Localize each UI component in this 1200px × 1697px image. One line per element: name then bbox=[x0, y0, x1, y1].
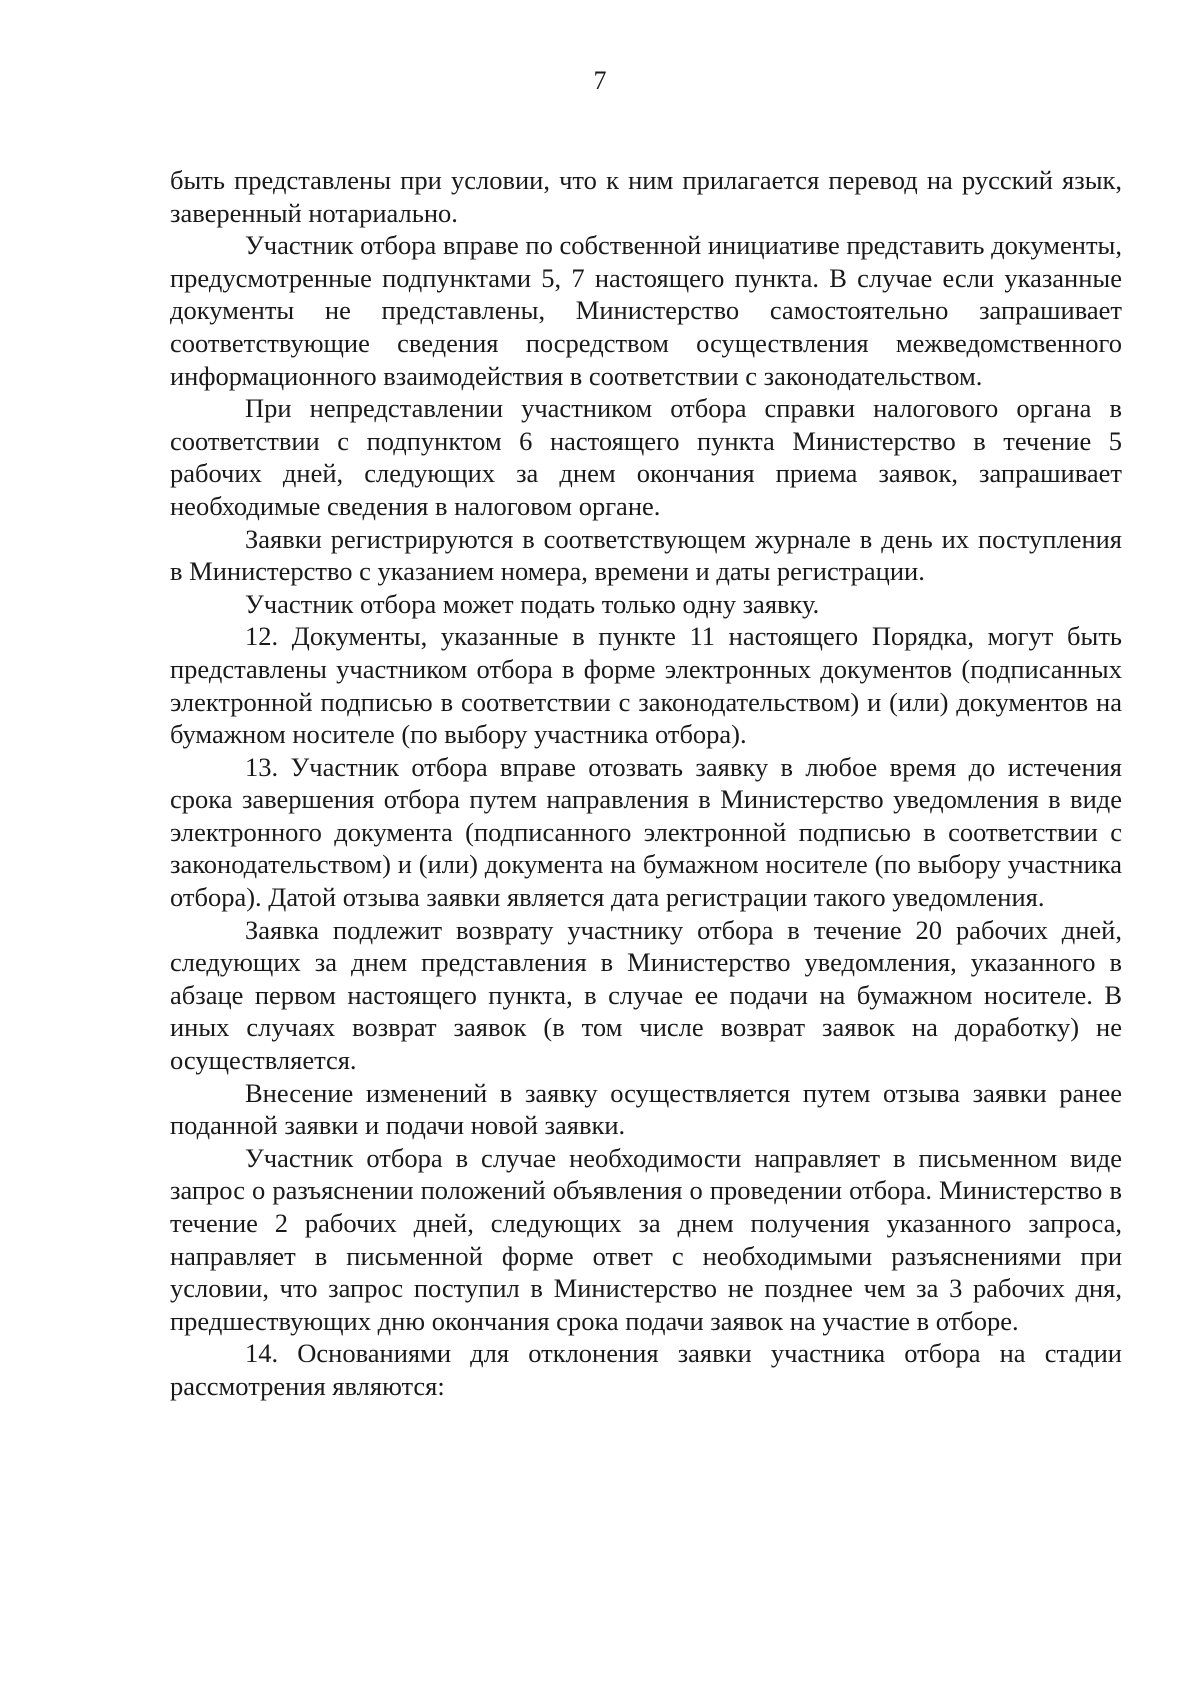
paragraph-own-initiative-documents: Участник отбора вправе по собственной инициативе представить документы, предусмотренные подпунктами 5, 7 настоящего пункта. В случае если указанные документы не представлены, Министерство самостоятельно запрашивает соответствующие сведения посредством осуществления межведомственного информационного взаимодействия в соответствии с законодательством. bbox=[170, 230, 1122, 391]
paragraph-item-14: 14. Основаниями для отклонения заявки участника отбора на стадии рассмотрения являются: bbox=[170, 1338, 1122, 1401]
page-number: 7 bbox=[593, 66, 607, 95]
paragraph-single-application: Участник отбора может подать только одну заявку. bbox=[245, 588, 820, 619]
paragraph-item-13: 13. Участник отбора вправе отозвать заявку в любое время до истечения срока завершения отбора путем направления в Министерство уведомления в виде электронного документа (подписанного электронной подписью в соответствии с законодательством) и (или) документа на бумажном носителе (по выбору участника отбора). Датой отзыва заявки является дата регистрации такого уведомления. bbox=[170, 751, 1122, 913]
paragraph-item-12: 12. Документы, указанные в пункте 11 настоящего Порядка, могут быть представлены участником отбора в форме электронных документов (подписанных электронной подписью в соответствии с законодательством) и (или) документов на бумажном носителе (по выбору участника отбора). bbox=[170, 621, 1122, 750]
paragraph-translation-requirement: быть представлены при условии, что к ним прилагается перевод на русский язык, заверенный нотариально. bbox=[170, 165, 1122, 228]
paragraph-clarification-request: Участник отбора в случае необходимости направляет в письменном виде запрос о разъяснении положений объявления о проведении отбора. Министерство в течение 2 рабочих дней, следующих за днем получения указанного запроса, направляет в письменной форме ответ с необходимыми разъяснениями при условии, что запрос поступил в Министерство не позднее чем за 3 рабочих дня, предшествующих дню окончания срока подачи заявок на участие в отборе. bbox=[170, 1142, 1122, 1336]
paragraph-application-return: Заявка подлежит возврату участнику отбора в течение 20 рабочих дней, следующих за днем представления в Министерство уведомления, указанного в абзаце первом настоящего пункта, в случае ее подачи на бумажном носителе. В иных случаях возврат заявок (в том числе возврат заявок на доработку) не осуществляется. bbox=[170, 914, 1122, 1076]
paragraph-tax-certificate: При непредставлении участником отбора справки налогового органа в соответствии с подпунктом 6 настоящего пункта Министерство в течение 5 рабочих дней, следующих за днем окончания приема заявок, запрашивает необходимые сведения в налоговом органе. bbox=[170, 393, 1122, 521]
paragraph-application-changes: Внесение изменений в заявку осуществляется путем отзыва заявки ранее поданной заявки и подачи новой заявки. bbox=[170, 1077, 1122, 1141]
paragraph-registration: Заявки регистрируются в соответствующем журнале в день их поступления в Министерство с указанием номера, времени и даты регистрации. bbox=[170, 523, 1122, 587]
document-body bbox=[170, 164, 1122, 1403]
